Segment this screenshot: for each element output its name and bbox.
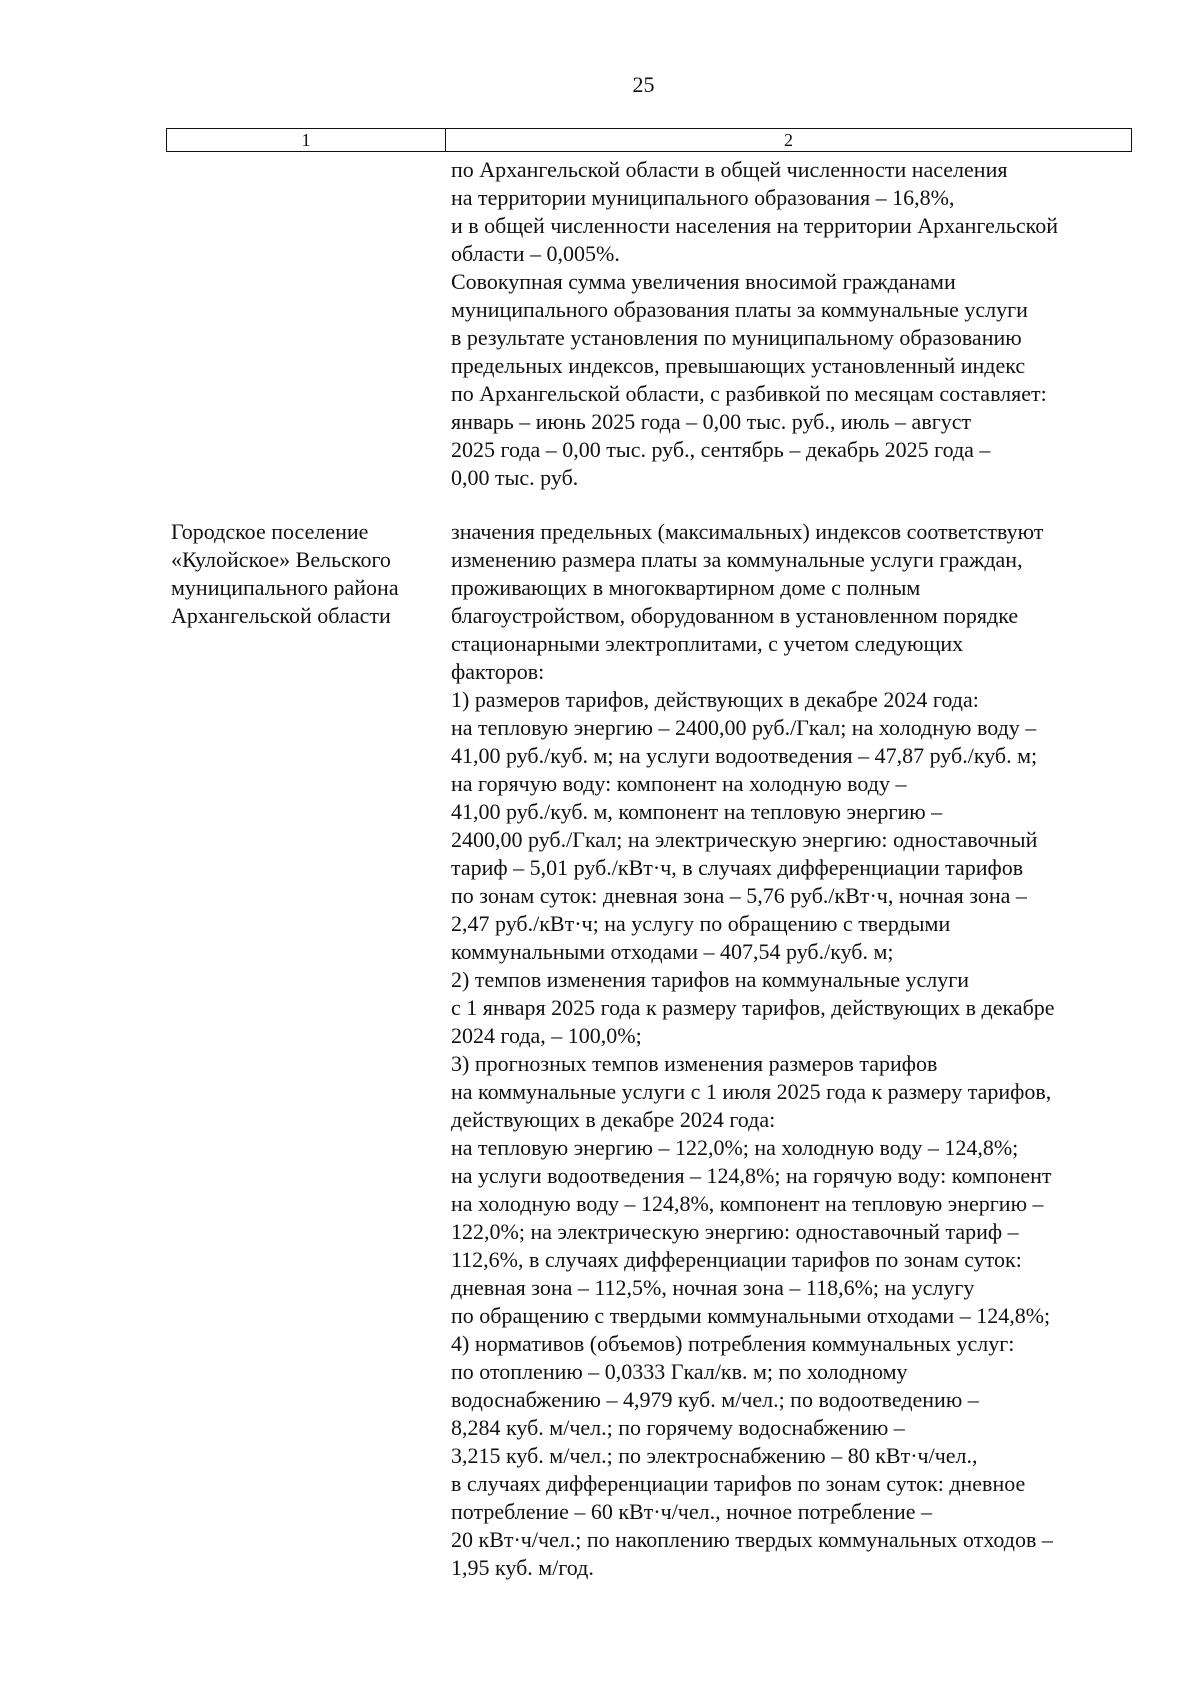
text-line: 0,00 тыс. руб. <box>451 465 579 490</box>
text-line: на территории муниципального образования – 16,8%, <box>451 185 955 210</box>
text-line: по обращению с твердыми коммунальными отходами – 124,8%; <box>451 1303 1051 1328</box>
text-line: водоснабжению – 4,979 куб. м/чел.; по водоотведению – <box>451 1387 979 1412</box>
text-line: 1,95 куб. м/год. <box>451 1555 594 1580</box>
text-line: в результате установления по муниципальному образованию <box>451 325 1022 350</box>
table-header-column-1: 1 <box>167 129 446 151</box>
text-line: изменению размера платы за коммунальные услуги граждан, <box>451 547 1023 572</box>
text-line: на услуги водоотведения – 124,8%; на горячую воду: компонент <box>451 1163 1052 1188</box>
text-line: благоустройством, оборудованном в установленном порядке <box>451 603 1019 628</box>
text-line: факторов: <box>451 659 545 684</box>
text-line: и в общей численности населения на территории Архангельской <box>451 213 1058 238</box>
text-line: Городское поселение <box>171 519 369 544</box>
text-line: по Архангельской области в общей численности населения <box>451 157 1008 182</box>
text-line: Архангельской области <box>171 603 391 628</box>
text-line: действующих в декабре 2024 года: <box>451 1107 776 1132</box>
text-line: 41,00 руб./куб. м, компонент на тепловую энергию – <box>451 799 943 824</box>
text-line: предельных индексов, превышающих установленный индекс <box>451 353 1026 378</box>
text-line: по Архангельской области, с разбивкой по месяцам составляет: <box>451 381 1047 406</box>
text-line: на горячую воду: компонент на холодную воду – <box>451 771 907 796</box>
text-line: на холодную воду – 124,8%, компонент на тепловую энергию – <box>451 1191 1044 1216</box>
text-line: стационарными электроплитами, с учетом следующих <box>451 631 964 656</box>
text-line: 4) нормативов (объемов) потребления коммунальных услуг: <box>451 1331 1015 1356</box>
text-line: с 1 января 2025 года к размеру тарифов, действующих в декабре <box>451 995 1055 1020</box>
text-line: муниципального образования платы за коммунальные услуги <box>451 297 1028 322</box>
text-line: 20 кВт·ч/чел.; по накоплению твердых коммунальных отходов – <box>451 1527 1053 1552</box>
text-line: 8,284 куб. м/чел.; по горячему водоснабжению – <box>451 1415 905 1440</box>
text-line: на коммунальные услуги с 1 июля 2025 года к размеру тарифов, <box>451 1079 1052 1104</box>
text-line: по отоплению – 0,0333 Гкал/кв. м; по холодному <box>451 1359 908 1384</box>
row-2-description <box>451 518 1131 1582</box>
text-line: 3) прогнозных темпов изменения размеров тарифов <box>451 1051 938 1076</box>
text-line: тариф – 5,01 руб./кВт·ч, в случаях дифференциации тарифов <box>451 855 1024 880</box>
row-1-description <box>451 156 1131 492</box>
table-header-column-2: 2 <box>784 129 793 150</box>
text-line: «Кулойское» Вельского <box>171 547 391 572</box>
text-line: в случаях дифференциации тарифов по зонам суток: дневное <box>451 1471 1026 1496</box>
text-line: 112,6%, в случаях дифференциации тарифов по зонам суток: <box>451 1247 1022 1272</box>
text-line: январь – июнь 2025 года – 0,00 тыс. руб., июль – август <box>451 409 972 434</box>
text-line: коммунальными отходами – 407,54 руб./куб. м; <box>451 939 894 964</box>
text-line: на тепловую энергию – 122,0%; на холодную воду – 124,8%; <box>451 1135 1019 1160</box>
page-number: 25 <box>632 72 655 97</box>
text-line: дневная зона – 112,5%, ночная зона – 118,6%; на услугу <box>451 1275 975 1300</box>
text-line: 2024 года, – 100,0%; <box>451 1023 642 1048</box>
text-line: 122,0%; на электрическую энергию: одноставочный тариф – <box>451 1219 1019 1244</box>
text-line: значения предельных (максимальных) индексов соответствуют <box>451 519 1044 544</box>
text-line: 2400,00 руб./Гкал; на электрическую энергию: одноставочный <box>451 827 1038 852</box>
text-line: области – 0,005%. <box>451 241 620 266</box>
text-line: потребление – 60 кВт·ч/чел., ночное потребление – <box>451 1499 933 1524</box>
text-line: 41,00 руб./куб. м; на услуги водоотведения – 47,87 руб./куб. м; <box>451 743 1038 768</box>
text-line: по зонам суток: дневная зона – 5,76 руб./кВт·ч, ночная зона – <box>451 883 1027 908</box>
text-line: 2025 года – 0,00 тыс. руб., сентябрь – декабрь 2025 года – <box>451 437 991 462</box>
text-line: 2) темпов изменения тарифов на коммунальные услуги <box>451 967 970 992</box>
text-line: 3,215 куб. м/чел.; по электроснабжению – 80 кВт·ч/чел., <box>451 1443 978 1468</box>
row-2-municipality-name <box>171 518 433 630</box>
text-line: 2,47 руб./кВт·ч; на услугу по обращению с твердыми <box>451 911 951 936</box>
table-header-row <box>166 128 1132 152</box>
text-line: муниципального района <box>171 575 399 600</box>
text-line: 1) размеров тарифов, действующих в декабре 2024 года: <box>451 687 979 712</box>
text-line: на тепловую энергию – 2400,00 руб./Гкал; на холодную воду – <box>451 715 1037 740</box>
text-line: Совокупная сумма увеличения вносимой гражданами <box>451 269 956 294</box>
text-line: проживающих в многоквартирном доме с полным <box>451 575 921 600</box>
